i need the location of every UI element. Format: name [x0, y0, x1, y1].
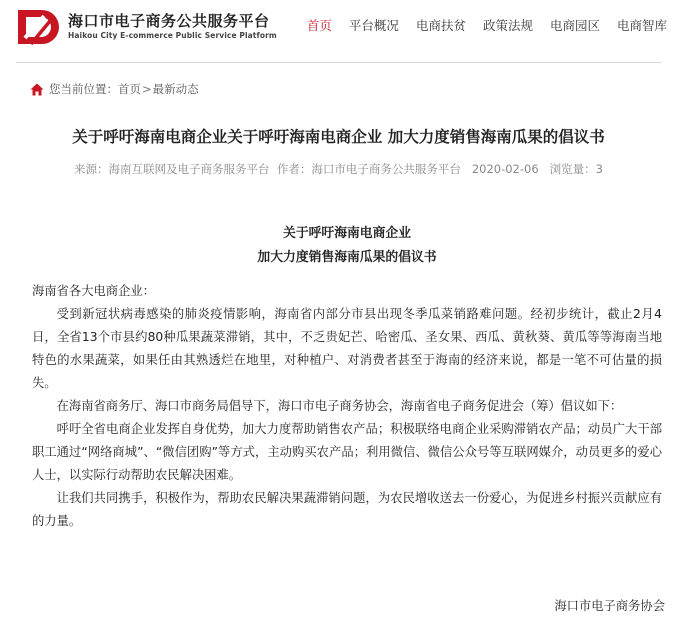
main-nav: [307, 16, 667, 36]
meta-source-label: 来源：: [74, 162, 109, 176]
body-paragraph: 在海南省商务厅、海口市商务局倡导下，海口市电子商务协会，海南省电子商务促进会（筹）倡议如下：: [56, 399, 623, 413]
body-paragraph: 呼吁全省电商企业发挥自身优势，加大力度帮助销售农产品；积极联络电商企业采购滞销农产品；动员广大干部职工通过“网络商城”、“微信团购”等方式，主动购买农产品；利用微信、微信公众号等互联网媒介，动员更多的爱心人士，以实际行动帮助农民解决困难。: [32, 422, 662, 482]
body-subtitle-line1: 关于呼吁海南电商企业: [283, 226, 411, 241]
salutation: 海南省各大电商企业：: [32, 284, 155, 298]
home-icon: [30, 83, 44, 96]
breadcrumb-separator: >: [142, 82, 152, 96]
nav-policies[interactable]: 政策法规: [482, 18, 533, 33]
nav-ecommerce-poverty-relief[interactable]: 电商扶贫: [415, 18, 466, 33]
meta-source: 海南互联网及电子商务服务平台: [108, 162, 270, 176]
meta-views-label: 浏览量：: [549, 162, 596, 176]
article-signature: 海口市电子商务协会: [554, 599, 665, 613]
breadcrumb-current[interactable]: 最新动态: [152, 82, 199, 96]
meta-views: 3: [595, 162, 603, 176]
article-body: [32, 222, 662, 533]
meta-author: 海口市电子商务公共服务平台: [311, 162, 461, 176]
article-title: 关于呼吁海南电商企业关于呼吁海南电商企业 加大力度销售海南瓜果的倡议书: [72, 128, 605, 146]
site-header: [0, 0, 677, 56]
logo-title-cn: 海口市电子商务公共服务平台: [68, 12, 270, 30]
body-paragraph: 受到新冠状病毒感染的肺炎疫情影响，海南省内部分市县出现冬季瓜菜销路难问题。经初步统计，截止2月4日，全省13个市县约80种瓜果蔬菜滞销，其中，不乏贵妃芒、哈密瓜、圣女果、西瓜、黄秋葵、黄瓜等等海南当地特色的水果蔬菜，如果任由其熟透烂在地里，对种植户、对消费者甚至于海南的经济来说，都是一笔不可估量的损失。: [32, 307, 662, 390]
breadcrumb: [30, 80, 199, 98]
meta-author-label: 作者：: [276, 162, 312, 176]
meta-date: 2020-02-06: [471, 162, 539, 176]
nav-ecommerce-think-tank[interactable]: 电商智库: [616, 18, 667, 33]
breadcrumb-home-link[interactable]: 首页: [118, 82, 141, 96]
article-meta: [0, 161, 677, 177]
nav-platform-overview[interactable]: 平台概况: [348, 18, 399, 33]
body-subtitle-line2: 加大力度销售海南瓜果的倡议书: [257, 250, 437, 265]
nav-ecommerce-park[interactable]: 电商园区: [549, 18, 600, 33]
logo-title-en: Haikou City E-commerce Public Service Platform: [68, 31, 277, 40]
header-divider: [16, 62, 661, 63]
nav-home[interactable]: 首页: [306, 18, 332, 33]
breadcrumb-prefix: 您当前位置：: [49, 82, 118, 96]
logo-d-icon: [16, 7, 62, 47]
body-paragraph: 让我们共同携手，积极作为，帮助农民解决果蔬滞销问题，为农民增收送去一份爱心，为促进乡村振兴贡献应有的力量。: [32, 491, 662, 528]
site-logo[interactable]: [16, 7, 286, 47]
